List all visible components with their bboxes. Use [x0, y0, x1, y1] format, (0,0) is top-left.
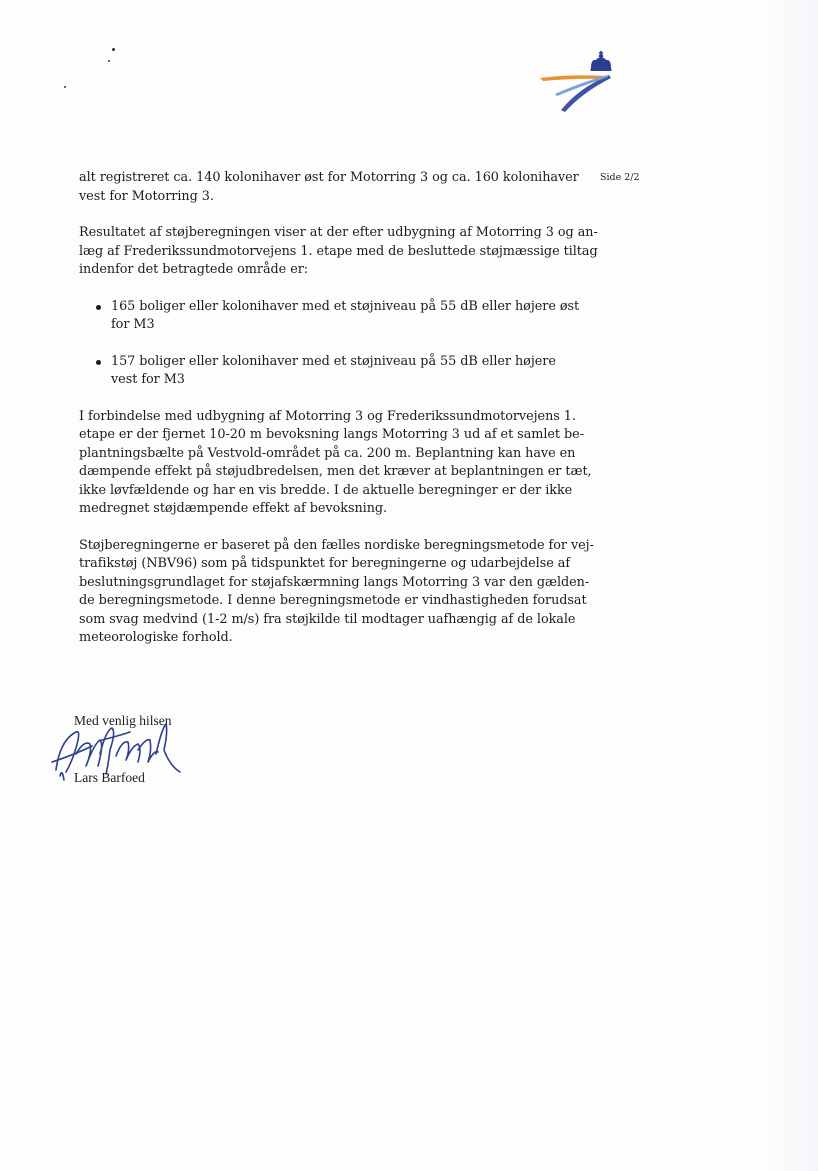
- paragraph-2: [79, 224, 598, 280]
- list-item: [79, 298, 579, 335]
- text-line: for M3: [111, 317, 155, 332]
- text-line: beslutningsgrundlaget for støjafskærmning langs Motorring 3 var den gælden-: [79, 574, 590, 590]
- text-line: læg af Frederikssundmotorvejens 1. etape med de besluttede støjmæssige tiltag: [79, 243, 598, 259]
- scan-edge-shade: [768, 0, 818, 1171]
- text-line: vest for Motorring 3.: [79, 188, 214, 204]
- text-line: plantningsbælte på Vestvold-området på ca. 200 m. Beplantning kan have en: [79, 445, 576, 461]
- text-line: 157 boliger eller kolonihaver med et støjniveau på 55 dB eller højere: [111, 353, 556, 369]
- crown-wings-logo-icon: [535, 48, 625, 118]
- closing-greeting: Med venlig hilsen: [74, 713, 172, 728]
- text-line: trafikstøj (NBV96) som på tidspunktet for beregningerne og udarbejdelse af: [79, 556, 571, 571]
- text-line: 165 boliger eller kolonihaver med et støjniveau på 55 dB eller højere øst: [111, 298, 580, 314]
- letter-body: [79, 169, 598, 666]
- bullet-icon: [96, 360, 101, 365]
- text-line: alt registreret ca. 140 kolonihaver øst for Motorring 3 og ca. 160 kolonihaver: [79, 170, 579, 185]
- text-line: som svag medvind (1-2 m/s) fra støjkilde til modtager uafhængig af de lokale: [79, 611, 576, 627]
- text-line: ikke løvfældende og har en vis bredde. I de aktuelle beregninger er der ikke: [79, 482, 573, 498]
- paragraph-3: [79, 408, 592, 519]
- text-line: I forbindelse med udbygning af Motorring 3 og Frederikssundmotorvejens 1.: [79, 408, 576, 424]
- signer-name: Lars Barfoed: [74, 770, 145, 785]
- paragraph-4: [79, 537, 594, 648]
- scan-speck: [64, 86, 66, 88]
- list-item: [79, 353, 579, 390]
- scan-speck: [112, 48, 115, 51]
- result-list: [79, 298, 579, 390]
- text-line: meteorologiske forhold.: [79, 630, 233, 645]
- text-line: etape er der fjernet 10-20 m bevoksning langs Motorring 3 ud af et samlet be-: [79, 427, 584, 442]
- paragraph-1: [79, 169, 579, 206]
- text-line: vest for M3: [111, 372, 185, 387]
- bullet-icon: [96, 305, 101, 310]
- page-marker: Side 2/2: [600, 172, 640, 183]
- text-line: medregnet støjdæmpende effekt af bevoksning.: [79, 501, 388, 516]
- text-line: Resultatet af støjberegningen viser at der efter udbygning af Motorring 3 og an-: [79, 225, 598, 240]
- text-line: Støjberegningerne er baseret på den fælles nordiske beregningsmetode for vej-: [79, 537, 594, 553]
- text-line: dæmpende effekt på støjudbredelsen, men det kræver at beplantningen er tæt,: [79, 464, 592, 479]
- scan-speck: [108, 60, 110, 62]
- text-line: de beregningsmetode. I denne beregningsmetode er vindhastigheden forudsat: [79, 593, 587, 608]
- text-line: indenfor det betragtede område er:: [79, 262, 309, 277]
